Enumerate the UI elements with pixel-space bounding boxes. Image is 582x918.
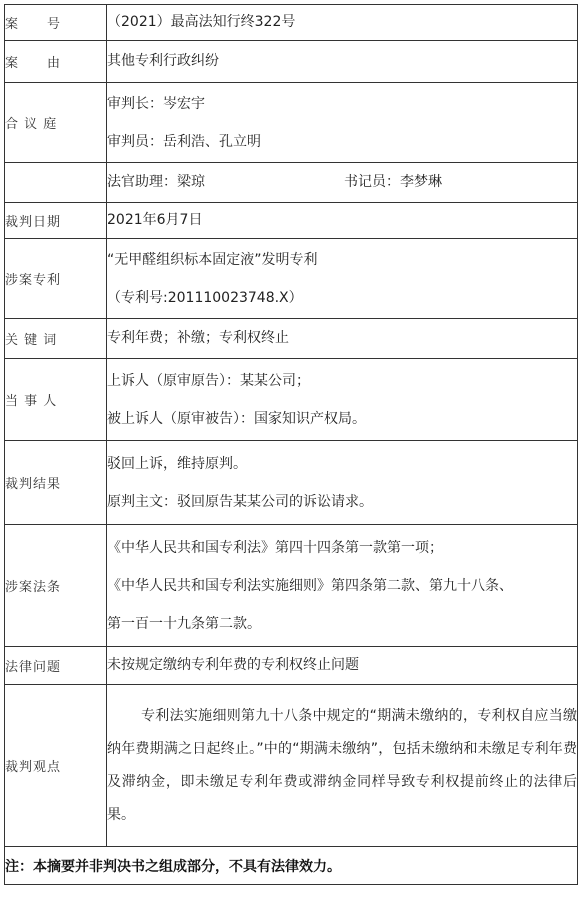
result-original-judgment: 原判主文：驳回原告某某公司的诉讼请求。 <box>107 493 373 510</box>
value-cause: 其他专利行政纠纷 <box>107 41 578 83</box>
assistant-clerk-split <box>107 173 577 191</box>
label-patent: 涉案专利 <box>5 239 107 319</box>
label-cause: 案 由 <box>5 41 107 83</box>
value-case-number: （2021）最高法知行终322号 <box>107 5 578 41</box>
row-patent <box>5 239 578 319</box>
row-keywords <box>5 319 578 359</box>
value-judgment-date: 2021年6月7日 <box>107 203 578 239</box>
disclaimer-note: 注：本摘要并非判决书之组成部分，不具有法律效力。 <box>5 847 578 885</box>
opinion-text: 专利法实施细则第九十八条中规定的“期满未缴纳的，专利权自应当缴纳年费期满之日起终止。”中的“期满未缴纳”，包括未缴纳和未缴足专利年费及滞纳金，即未缴足专利年费或滞纳金同样导致专利权提前终止的法律后果。 <box>107 707 577 823</box>
value-legal-issue: 未按规定缴纳专利年费的专利权终止问题 <box>107 647 578 685</box>
label-case-number: 案 号 <box>5 5 107 41</box>
law-article-3: 第一百一十九条第二款。 <box>107 615 261 632</box>
value-law <box>107 525 578 647</box>
label-opinion: 裁判观点 <box>5 685 107 847</box>
case-summary-table <box>4 4 578 885</box>
label-panel: 合 议 庭 <box>5 83 107 163</box>
value-panel <box>107 83 578 163</box>
patent-number: （专利号:201110023748.X） <box>107 289 303 306</box>
court-clerk: 书记员：李梦琳 <box>344 174 442 191</box>
label-judgment-date: 裁判日期 <box>5 203 107 239</box>
law-article-1: 《中华人民共和国专利法》第四十四条第一款第一项； <box>107 539 443 556</box>
row-cause <box>5 41 578 83</box>
row-panel <box>5 83 578 163</box>
value-patent <box>107 239 578 319</box>
label-legal-issue: 法律问题 <box>5 647 107 685</box>
row-result <box>5 441 578 525</box>
row-case-number <box>5 5 578 41</box>
value-result <box>107 441 578 525</box>
row-law <box>5 525 578 647</box>
row-assistant-clerk <box>5 163 578 203</box>
result-appeal: 驳回上诉，维持原判。 <box>107 455 247 472</box>
label-empty <box>5 163 107 203</box>
label-parties: 当 事 人 <box>5 359 107 441</box>
label-keywords: 关 键 词 <box>5 319 107 359</box>
row-parties <box>5 359 578 441</box>
value-opinion <box>107 685 578 847</box>
row-opinion <box>5 685 578 847</box>
panel-chief-judge: 审判长：岑宏宇 <box>107 95 205 112</box>
party-appellant: 上诉人（原审原告）：某某公司； <box>107 372 310 389</box>
patent-title: “无甲醛组织标本固定液”发明专利 <box>107 251 318 268</box>
label-result: 裁判结果 <box>5 441 107 525</box>
value-assistant-clerk <box>107 163 578 203</box>
label-law: 涉案法条 <box>5 525 107 647</box>
value-parties <box>107 359 578 441</box>
row-note <box>5 847 578 885</box>
party-appellee: 被上诉人（原审被告）：国家知识产权局。 <box>107 410 366 427</box>
law-article-2: 《中华人民共和国专利法实施细则》第四条第二款、第九十八条、 <box>107 577 513 594</box>
judge-assistant: 法官助理：梁琼 <box>107 174 205 191</box>
panel-judges: 审判员：岳利浩、孔立明 <box>107 133 261 150</box>
row-legal-issue <box>5 647 578 685</box>
value-keywords: 专利年费；补缴；专利权终止 <box>107 319 578 359</box>
row-judgment-date <box>5 203 578 239</box>
